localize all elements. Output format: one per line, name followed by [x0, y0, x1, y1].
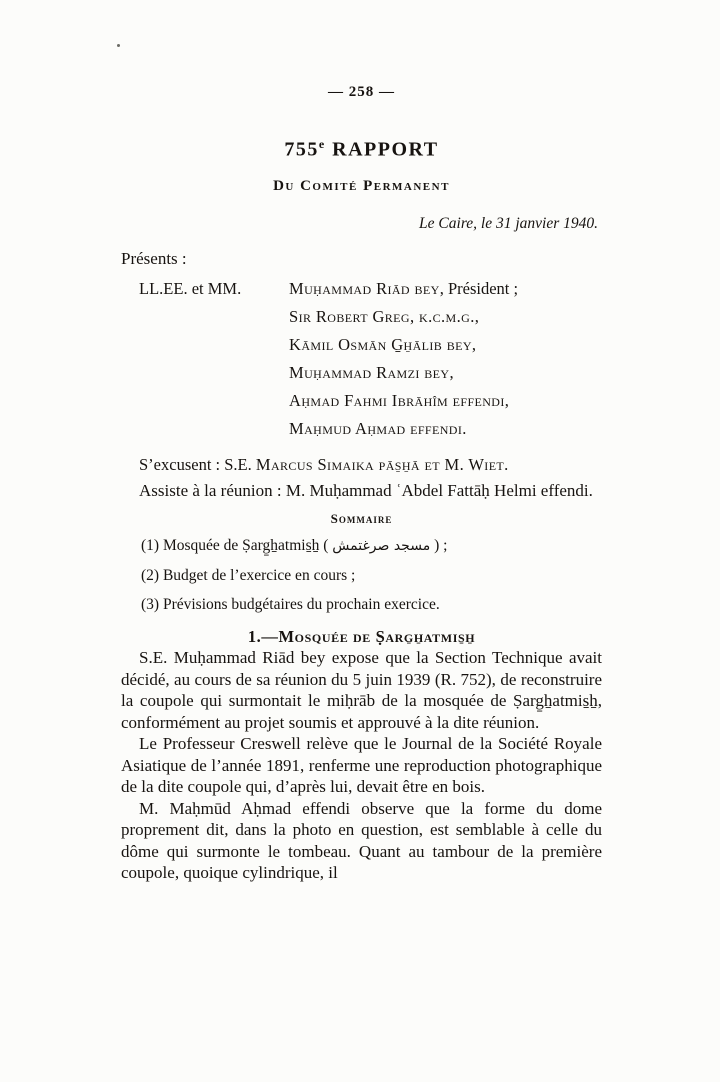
attendee-name: Aḥmad Fahmi Ibrāhîm effendi, — [289, 390, 510, 410]
body-paragraph: M. Maḥmūd Aḥmad effendi observe que la forme du dome proprement dit, dans la photo en question, est semblable à celle du dôme qui surmonte le tombeau. Quant au tambour de la première coupole, quoique cylindrique, il — [121, 798, 602, 883]
page-number: — 258 — — [328, 84, 395, 100]
excuses-prefix: S’excusent : S.E. — [139, 454, 256, 474]
sommaire-item-text: (2) Budget de l’exercice en cours ; — [141, 567, 356, 585]
excuses-names: Marcus Simaika pās̱ẖā et M. Wiet. — [255, 454, 509, 474]
attendee-row — [289, 387, 602, 415]
section-heading: 1.—Mosquée de Ṣarg̱ẖatmis̱ẖ — [247, 627, 476, 647]
report-title-ordinal: e — [318, 137, 326, 151]
dateline: Le Caire, le 31 janvier 1940. — [419, 214, 598, 232]
sommaire-item-text: (3) Prévisions budgétaires du prochain exercice. — [141, 596, 440, 614]
attendees-prefix: LL.EE. et MM. — [139, 278, 242, 298]
attendees-block — [121, 275, 602, 443]
sommaire-title: Sommaire — [330, 511, 393, 527]
sommaire-item — [141, 595, 602, 614]
report-title — [121, 137, 602, 162]
print-artifact-dot — [117, 44, 120, 47]
body-paragraph: S.E. Muḥammad Riād bey expose que la Section Technique avait décidé, au cours de sa réunion du 5 juin 1939 (R. 752), de reconstruire la coupole qui surmontait le miḥrāb de la mosquée de Ṣarg̱ẖatmis̱ẖ, conformément au projet soumis et approuvé à la dite réunion. — [121, 648, 602, 732]
attendee-row — [289, 303, 602, 331]
report-title-text: RAPPORT — [332, 138, 439, 161]
sommaire-item-text: (1) Mosquée de Ṣarg̱ẖatmis̱ẖ ( — [141, 537, 333, 555]
attendee-row — [289, 359, 602, 387]
sommaire-item-text-after: ) ; — [430, 537, 448, 555]
sommaire-item — [141, 566, 602, 585]
report-subtitle: Du Comité Permanent — [273, 177, 450, 194]
attendee-row — [289, 415, 602, 443]
presents-label: Présents : — [121, 248, 187, 268]
attendee-name: Sir Robert Greg, k.c.m.g., — [289, 306, 480, 326]
assiste-paragraph: Assiste à la réunion : M. Muḥammad ʿAbdel Fattāḥ Helmi effendi. — [139, 480, 593, 500]
attendee-row — [289, 331, 602, 359]
attendee-name: Muḥammad Riād bey — [289, 278, 440, 298]
attendee-name: Maḥmud Aḥmad effendi. — [289, 418, 467, 438]
sommaire-item — [141, 536, 602, 556]
attendee-row — [289, 275, 602, 303]
attendee-role: , Président ; — [439, 278, 519, 298]
excuses-line — [121, 455, 602, 475]
report-title-number: 755 — [284, 138, 319, 161]
arabic-mosque-name: مسجد صرغتمش — [332, 538, 431, 555]
attendee-name: Kāmil Osmān G̱ẖālib bey, — [289, 334, 477, 354]
document-page — [121, 0, 602, 884]
sommaire-list — [121, 536, 602, 614]
attendees-list — [289, 275, 602, 443]
body-paragraph: Le Professeur Creswell relève que le Journal de la Société Royale Asiatique de l’année 1891, renferme une reproduction photographique de la dite coupole qui, d’après lui, devait être en bois. — [121, 734, 602, 797]
attendee-name: Muḥammad Ramzi bey, — [289, 362, 454, 382]
